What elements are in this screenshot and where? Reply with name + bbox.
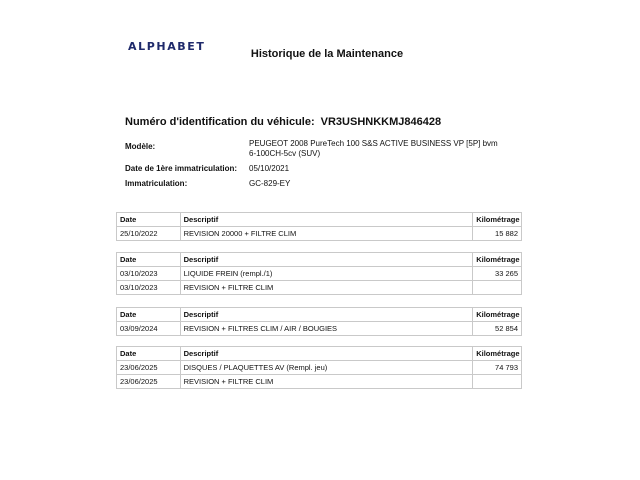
row-description: REVISION 20000 + FILTRE CLIM (180, 227, 473, 241)
maintenance-table-3 (116, 307, 522, 336)
row-description: REVISION + FILTRE CLIM (180, 281, 473, 295)
row-mileage: 15 882 (473, 227, 522, 241)
row-mileage: 52 854 (473, 322, 522, 336)
vin-label: Numéro d'identification du véhicule: (125, 116, 315, 128)
row-mileage: 74 793 (473, 361, 522, 375)
date-header: Date (117, 308, 181, 322)
row-description: REVISION + FILTRES CLIM / AIR / BOUGIES (180, 322, 473, 336)
table-header-row (117, 253, 522, 267)
model-line-1: PEUGEOT 2008 PureTech 100 S&S ACTIVE BUSINESS VP [5P] bvm (249, 139, 498, 148)
description-header: Descriptif (180, 347, 473, 361)
table-row (117, 361, 522, 375)
table-row (117, 227, 522, 241)
description-header: Descriptif (180, 253, 473, 267)
row-date: 03/10/2023 (117, 267, 181, 281)
first-registration-label: Date de 1ère immatriculation: (125, 164, 238, 173)
mileage-header: Kilométrage (473, 213, 522, 227)
row-description: REVISION + FILTRE CLIM (180, 375, 473, 389)
row-description: LIQUIDE FREIN (rempl./1) (180, 267, 473, 281)
vin-value: VR3USHNKKMJ846428 (320, 116, 442, 128)
model-value (249, 139, 509, 159)
row-mileage: 33 265 (473, 267, 522, 281)
table-header-row (117, 308, 522, 322)
mileage-header: Kilométrage (473, 347, 522, 361)
date-header: Date (117, 253, 181, 267)
row-mileage (473, 281, 522, 295)
plate-label: Immatriculation: (125, 179, 188, 188)
table-row (117, 281, 522, 295)
vin-row (125, 116, 441, 128)
row-date: 03/09/2024 (117, 322, 181, 336)
table-row (117, 267, 522, 281)
table-header-row (117, 347, 522, 361)
row-date: 03/10/2023 (117, 281, 181, 295)
row-date: 25/10/2022 (117, 227, 181, 241)
mileage-header: Kilométrage (473, 308, 522, 322)
maintenance-table-4 (116, 346, 522, 389)
row-date: 23/06/2025 (117, 375, 181, 389)
plate-value: GC-829-EY (249, 179, 291, 188)
description-header: Descriptif (180, 213, 473, 227)
model-label: Modèle: (125, 142, 156, 151)
row-mileage (473, 375, 522, 389)
model-line-2: 6-100CH-5cv (SUV) (249, 149, 321, 158)
table-row (117, 375, 522, 389)
first-registration-value: 05/10/2021 (249, 164, 290, 173)
row-description: DISQUES / PLAQUETTES AV (Rempl. jeu) (180, 361, 473, 375)
company-logo: ALPHABET (128, 40, 206, 53)
page-title: Historique de la Maintenance (250, 48, 404, 60)
date-header: Date (117, 347, 181, 361)
date-header: Date (117, 213, 181, 227)
description-header: Descriptif (180, 308, 473, 322)
mileage-header: Kilométrage (473, 253, 522, 267)
maintenance-table-1 (116, 212, 522, 241)
table-header-row (117, 213, 522, 227)
table-row (117, 322, 522, 336)
row-date: 23/06/2025 (117, 361, 181, 375)
maintenance-table-2 (116, 252, 522, 295)
